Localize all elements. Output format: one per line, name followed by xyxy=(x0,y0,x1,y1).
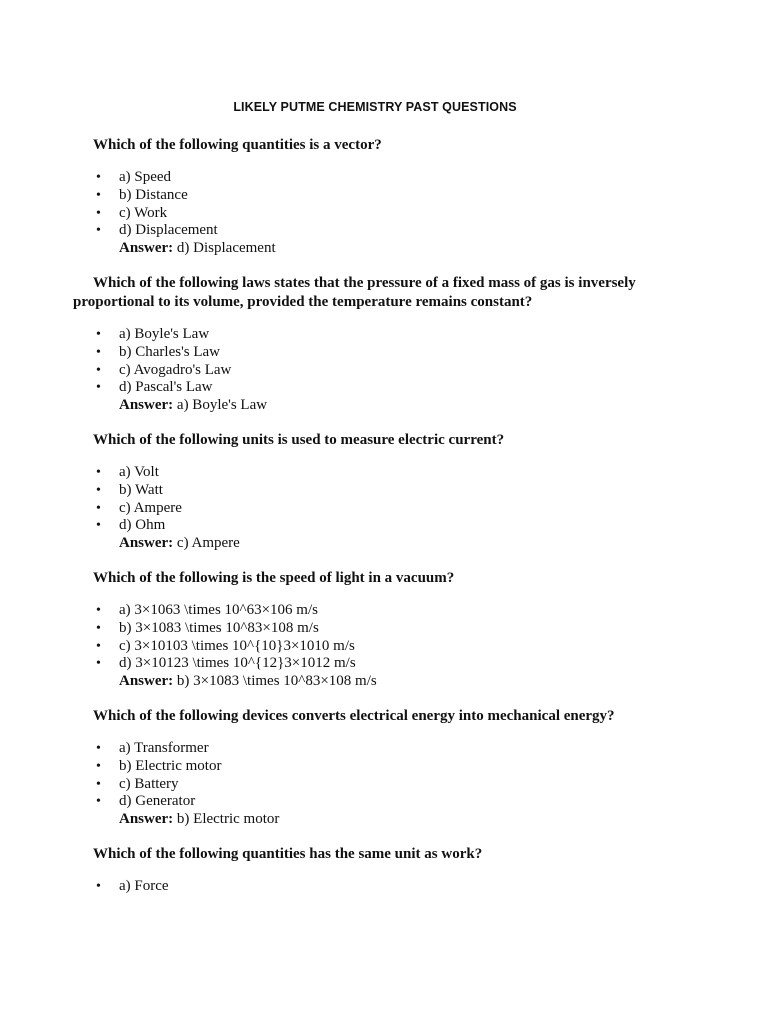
option-item: • c) Work xyxy=(119,205,673,223)
option-item: • d) Generator xyxy=(119,793,673,811)
answer-line xyxy=(119,397,673,415)
option-item: • c) Avogadro's Law xyxy=(119,362,673,380)
option-item: • d) Pascal's Law xyxy=(119,379,673,397)
answer-value: a) Boyle's Law xyxy=(176,397,268,414)
option-item: • b) Distance xyxy=(119,187,673,205)
question-block xyxy=(73,845,673,896)
option-item: • b) Charles's Law xyxy=(119,344,673,362)
answer-line xyxy=(119,240,673,258)
answer-label: Answer: xyxy=(119,811,174,828)
option-item: • d) 3×10123 \times 10^{12}3×1012 m/s xyxy=(119,655,673,673)
option-item: • b) Watt xyxy=(119,482,673,500)
answer-line xyxy=(119,811,673,829)
answer-value: b) Electric motor xyxy=(176,811,280,828)
option-item: • a) Transformer xyxy=(119,740,673,758)
option-item: • d) Ohm xyxy=(119,517,673,535)
option-list xyxy=(73,602,673,691)
option-list xyxy=(73,878,673,896)
answer-label: Answer: xyxy=(119,535,174,552)
option-item: • c) Ampere xyxy=(119,500,673,518)
question-block xyxy=(73,274,673,415)
option-item: • b) 3×1083 \times 10^83×108 m/s xyxy=(119,620,673,638)
answer-value: b) 3×1083 \times 10^83×108 m/s xyxy=(176,673,377,690)
question-text: Which of the following quantities has the same unit as work? xyxy=(93,845,483,862)
option-item: • b) Electric motor xyxy=(119,758,673,776)
option-item: • c) Battery xyxy=(119,776,673,794)
question-text: Which of the following is the speed of light in a vacuum? xyxy=(93,569,455,586)
question-text: Which of the following quantities is a vector? xyxy=(93,137,382,153)
option-item: • a) Volt xyxy=(119,464,673,482)
option-list xyxy=(73,464,673,553)
question-block xyxy=(73,136,673,258)
answer-line xyxy=(119,535,673,553)
answer-label: Answer: xyxy=(119,397,174,414)
question-text: Which of the following laws states that the pressure of a fixed mass of gas is inversely proportional to its volume, provided the temperature remains constant? xyxy=(73,274,636,310)
option-item: • a) 3×1063 \times 10^63×106 m/s xyxy=(119,602,673,620)
answer-label: Answer: xyxy=(119,240,174,257)
document-title: LIKELY PUTME CHEMISTRY PAST QUESTIONS xyxy=(233,100,517,114)
question-block xyxy=(73,569,673,691)
option-item: • a) Speed xyxy=(119,169,673,187)
option-list xyxy=(73,169,673,258)
question-block xyxy=(73,707,673,829)
option-item: • c) 3×10103 \times 10^{10}3×1010 m/s xyxy=(119,638,673,656)
question-block xyxy=(73,431,673,553)
answer-label: Answer: xyxy=(119,673,174,690)
answer-value: c) Ampere xyxy=(176,535,240,552)
option-item: • a) Force xyxy=(119,878,673,896)
question-text: Which of the following units is used to measure electric current? xyxy=(93,431,505,448)
option-item: • a) Boyle's Law xyxy=(119,326,673,344)
question-list xyxy=(73,136,673,912)
option-item: • d) Displacement xyxy=(119,222,673,240)
question-text: Which of the following devices converts electrical energy into mechanical energy? xyxy=(93,707,615,724)
option-list xyxy=(73,740,673,829)
answer-value: d) Displacement xyxy=(176,240,276,257)
option-list xyxy=(73,326,673,415)
answer-line xyxy=(119,673,673,691)
